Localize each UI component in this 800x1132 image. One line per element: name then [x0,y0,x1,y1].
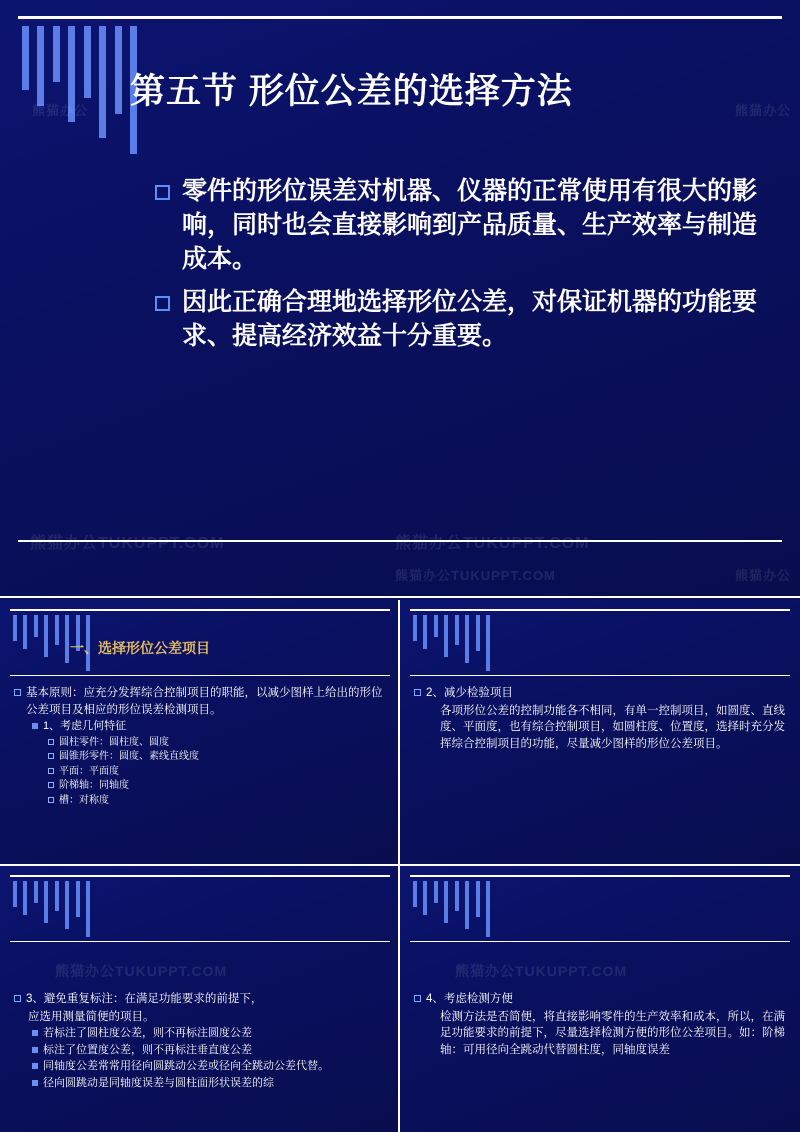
square-bullet-icon [48,753,54,759]
bullet-text: 径向圆跳动是同轴度误差与圆柱面形状误差的综 [43,1076,274,1089]
square-bullet-icon [155,185,170,200]
divider-bottom [18,540,782,542]
list-item [32,719,390,734]
slide-body [14,991,390,1092]
bullet-text: 若标注了圆柱度公差，则不再标注圆度公差 [43,1027,252,1040]
watermark: 熊猫办公TUKUPPT.COM [395,568,556,583]
list-item [32,1076,390,1091]
bullet-text: 阶梯轴：同轴度 [59,780,129,792]
divider-top [18,16,782,19]
decorative-bars [413,615,490,671]
page-title: 第五节 形位公差的选择方法 [130,72,573,111]
slide-consider-measurement [400,866,800,1132]
bullet-text: 1、考虑几何特征 [43,720,127,733]
bullet-text: 4、考虑检测方便 [426,993,513,1005]
watermark: 熊猫办公 [735,568,792,583]
bullet-text: 槽：对称度 [59,794,109,806]
slide-heading: 一、选择形位公差项目 [70,640,210,656]
slide-body [414,685,790,753]
square-bullet-icon [48,797,54,803]
square-bullet-icon [414,995,421,1002]
divider-top [10,875,390,877]
list-item [32,1059,390,1074]
divider-top [10,609,390,611]
bullet-text: 标注了位置度公差，则不再标注垂直度公差 [43,1043,252,1056]
square-bullet-icon [14,689,21,696]
filled-bullet-icon [32,1047,38,1053]
list-item [155,286,775,354]
paragraph-text: 检测方法是否简便，将直接影响零件的生产效率和成本，所以，在满足功能要求的前提下，尽量选择检测方便的形位公差项目。如：阶梯轴：可用径向全跳动代替圆柱度，同轴度误差 [440,1010,785,1057]
list-item [48,750,390,765]
list-item [414,685,790,702]
bullet-text: 零件的形位误差对机器、仪器的正常使用有很大的影响，同时也会直接影响到产品质量、生产效率与制造成本。 [182,177,758,273]
watermark: 熊猫办公TUKUPPT.COM [395,535,590,552]
square-bullet-icon [155,296,170,311]
square-bullet-icon [48,739,54,745]
list-item [48,765,390,780]
bullet-text: 3、避免重复标注：在满足功能要求的前提下， [26,993,263,1005]
watermark: 熊猫办公 [32,103,89,118]
decorative-bars [13,881,90,937]
filled-bullet-icon [32,723,38,729]
bullet-text: 平面：平面度 [59,765,119,777]
bullet-text: 因此正确合理地选择形位公差，对保证机器的功能要求、提高经济效益十分重要。 [182,288,758,350]
slide-body [414,991,790,1059]
paragraph-text: 各项形位公差的控制功能各不相同，有单一控制项目，如圆度、直线度、平面度，也有综合控制项目，如圆柱度、位置度，选择时充分发挥综合控制项目的功能，尽量减少图样的形位公差项目。 [440,704,785,751]
divider-top [410,875,790,877]
square-bullet-icon [414,689,421,696]
bullet-text: 同轴度公差常常用径向圆跳动公差或径向全跳动公差代替。 [43,1060,329,1073]
list-item [414,991,790,1008]
bullet-text-continued: 应选用测量简便的项目。 [28,1010,155,1023]
square-bullet-icon [14,995,21,1002]
watermark: 熊猫办公TUKUPPT.COM [55,963,228,979]
decorative-bars [22,26,137,154]
bullet-text: 圆锥形零件：圆度、素线直线度 [59,751,199,763]
divider-mid [10,941,390,942]
square-bullet-icon [48,768,54,774]
list-item [48,794,390,809]
slide-reduce-inspection [400,600,800,866]
watermark: 熊猫办公 [735,103,792,118]
list-item [14,991,390,1008]
divider-top [410,609,790,611]
list-item [14,685,390,718]
watermark: 熊猫办公TUKUPPT.COM [30,535,225,552]
slide-body [14,685,390,808]
bullet-list [155,175,775,364]
slide-avoid-duplicate [0,866,400,1132]
divider-mid [10,675,390,676]
square-bullet-icon [48,782,54,788]
bullet-text: 基本原则：应充分发挥综合控制项目的职能，以减少图样上给出的形位公差项目及相应的形位误差检测项目。 [26,687,383,716]
watermark: 熊猫办公TUKUPPT.COM [455,963,628,979]
list-item [155,175,775,276]
divider-mid [410,675,790,676]
slide-select-items [0,600,400,866]
filled-bullet-icon [32,1030,38,1036]
list-item [48,779,390,794]
decorative-bars [413,881,490,937]
filled-bullet-icon [32,1063,38,1069]
list-item [32,1026,390,1041]
list-item [32,1043,390,1058]
bullet-text: 2、减少检验项目 [426,687,513,699]
filled-bullet-icon [32,1080,38,1086]
divider-mid [410,941,790,942]
bullet-text: 圆柱零件：圆柱度、圆度 [59,736,169,748]
list-item [48,736,390,751]
